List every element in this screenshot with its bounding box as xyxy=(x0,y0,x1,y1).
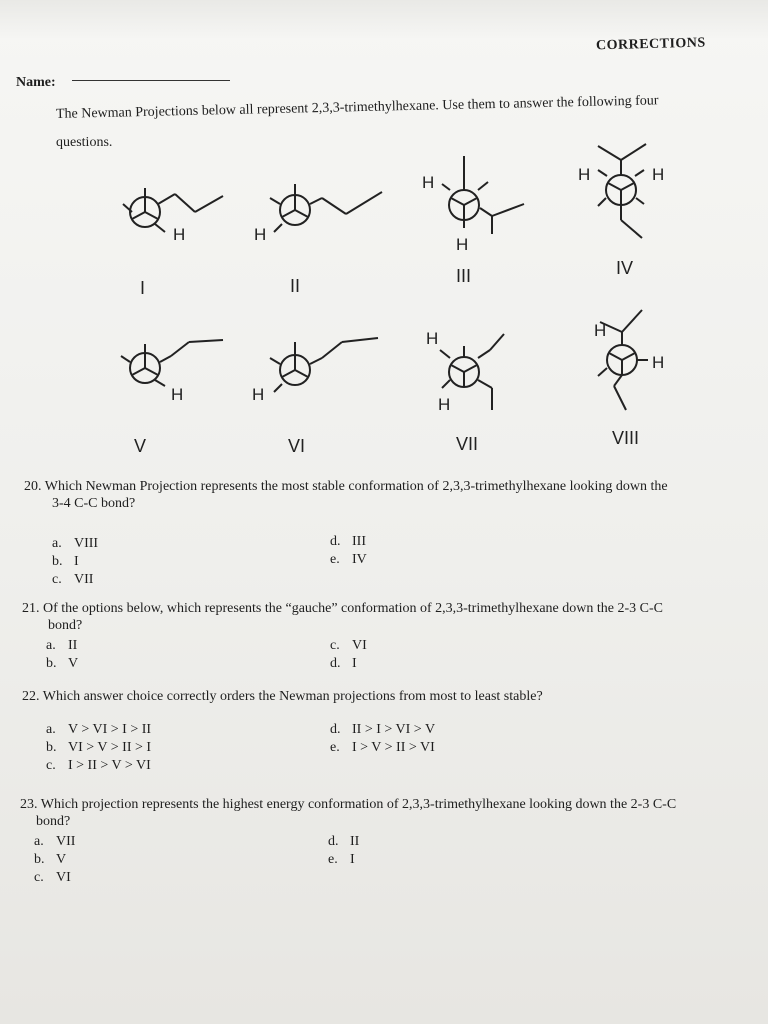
name-label: Name: xyxy=(16,75,56,90)
question-23-line-2: bond? xyxy=(36,814,71,829)
q20-option-d[interactable]: d. III xyxy=(330,534,366,549)
q20-option-b[interactable]: b. I xyxy=(52,554,79,569)
question-23 xyxy=(20,796,676,830)
q20-option-c[interactable]: c. VII xyxy=(52,572,94,587)
question-22-line-1: 22. Which answer choice correctly orders the Newman projections from most to least stable? xyxy=(22,689,543,704)
newman-projection-III xyxy=(420,150,540,260)
q20-option-a[interactable]: a. VIII xyxy=(52,536,99,551)
projection-I-h-label: H xyxy=(173,225,186,244)
intro-line-1: The Newman Projections below all represent 2,3,3-trimethylhexane. Use them to answer the following four xyxy=(55,93,659,122)
q22-option-c[interactable]: c. I > II > V > VI xyxy=(46,758,151,773)
q23-option-c[interactable]: c. VI xyxy=(34,870,71,885)
q22-option-a[interactable]: a. V > VI > I > II xyxy=(46,722,152,737)
projection-IV-h-label-left: H xyxy=(578,165,591,184)
q21-option-a[interactable]: a. II xyxy=(46,638,78,653)
projection-III-h-label-bottom: H xyxy=(456,235,469,254)
projection-VII-h-label-bottom: H xyxy=(438,395,451,414)
projection-VI-h-label: H xyxy=(252,385,265,404)
question-20 xyxy=(24,478,668,512)
question-21-line-2: bond? xyxy=(48,618,83,633)
q23-option-b[interactable]: b. V xyxy=(34,852,67,867)
label-IV: IV xyxy=(616,258,634,278)
newman-projection-VI xyxy=(250,330,390,410)
corrections-heading: CORRECTIONS xyxy=(595,35,706,54)
q22-option-b[interactable]: b. VI > V > II > I xyxy=(46,740,152,755)
newman-projection-VIII xyxy=(580,306,700,416)
question-22 xyxy=(22,688,543,705)
question-20-line-2: 3-4 C-C bond? xyxy=(52,496,136,511)
projection-VII-h-label-top: H xyxy=(426,329,439,348)
q21-option-c[interactable]: c. VI xyxy=(330,638,367,653)
question-20-line-1: 20. Which Newman Projection represents the most stable conformation of 2,3,3-trimethylhexane looking down the xyxy=(24,479,668,494)
label-VIII: VIII xyxy=(612,428,640,448)
newman-projection-V xyxy=(115,330,235,410)
label-III: III xyxy=(456,266,472,286)
projection-III-h-label-top: H xyxy=(422,173,435,192)
newman-projection-VII xyxy=(420,320,540,420)
q21-option-b[interactable]: b. V xyxy=(46,656,79,671)
q22-option-d[interactable]: d. II > I > VI > V xyxy=(330,722,436,737)
label-II: II xyxy=(290,276,301,296)
q21-option-d[interactable]: d. I xyxy=(330,656,357,671)
newman-projection-IV xyxy=(570,138,690,248)
question-23-line-1: 23. Which projection represents the highest energy conformation of 2,3,3-trimethylhexane looking down the 2-3 C-C xyxy=(20,797,677,812)
label-V: V xyxy=(134,436,147,456)
label-VI: VI xyxy=(288,436,306,456)
projection-IV-h-label-right: H xyxy=(652,165,665,184)
intro-line-2: questions. xyxy=(56,135,113,150)
newman-projection-I xyxy=(115,180,235,250)
label-VII: VII xyxy=(456,434,479,454)
question-21-line-1: 21. Of the options below, which represents the “gauche” conformation of 2,3,3-trimethylhexane down the 2-3 C-C xyxy=(22,601,663,616)
name-line xyxy=(72,80,230,81)
label-I: I xyxy=(140,278,146,298)
newman-projection-II xyxy=(250,178,390,248)
projection-V-h-label: H xyxy=(171,385,184,404)
projection-VIII-h-label-top: H xyxy=(594,321,607,340)
q23-option-d[interactable]: d. II xyxy=(328,834,360,849)
projection-VIII-h-label-right: H xyxy=(652,353,665,372)
q22-option-e[interactable]: e. I > V > II > VI xyxy=(330,740,435,755)
question-21 xyxy=(22,600,663,634)
q20-option-e[interactable]: e. IV xyxy=(330,552,367,567)
q23-option-e[interactable]: e. I xyxy=(328,852,355,867)
q23-option-a[interactable]: a. VII xyxy=(34,834,76,849)
projection-II-h-label: H xyxy=(254,225,267,244)
